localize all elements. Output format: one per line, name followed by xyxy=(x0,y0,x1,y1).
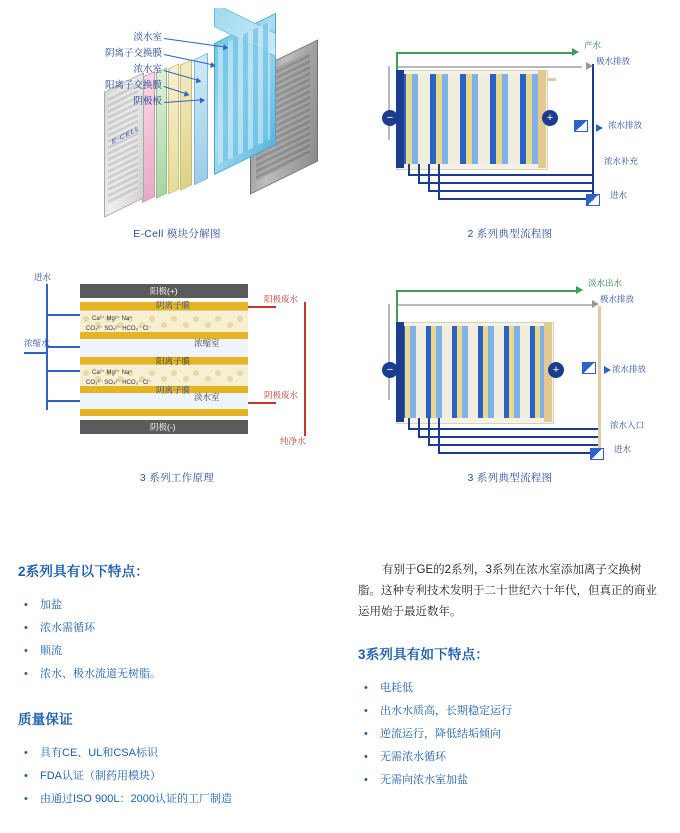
valve-feed-2 xyxy=(590,448,604,460)
terminal-negative-2: − xyxy=(382,362,398,378)
label-cathode-waste: 阴极废水 xyxy=(264,390,299,400)
list-item: • 具有CE、UL和CSA标识 xyxy=(18,742,318,765)
pipe-feed2-bottom-1 xyxy=(408,428,598,430)
pipe-riser-grey xyxy=(388,66,390,140)
valve-concentrate-2 xyxy=(582,362,596,374)
list-item: • 加盐 xyxy=(18,594,318,617)
label-anion-membrane: 阴离子交换膜 xyxy=(104,48,162,59)
figure-series3-principle xyxy=(18,262,336,502)
list-series3-features xyxy=(358,677,658,792)
pipe-feed-bottom-4 xyxy=(438,198,594,200)
pipe-electrode-out-top xyxy=(396,304,592,306)
membrane-anion xyxy=(194,53,208,186)
figure-series3-flow-caption: 3 系列典型流程图 xyxy=(467,472,553,484)
pipe-dilute-out-top xyxy=(396,290,576,292)
figure-series3-flow xyxy=(360,262,660,502)
membrane-strip-5 xyxy=(80,409,248,416)
pipe-feed-bottom-3 xyxy=(428,190,594,192)
figure-series2-flow xyxy=(360,8,660,248)
label-anion-membrane-inner-2: 阴离子膜 xyxy=(156,385,191,395)
figure-series2-canvas xyxy=(360,8,660,226)
ion-row-4: CO₃²⁻ SO₄²⁻ HCO₃⁻ Cl⁻ xyxy=(86,380,152,386)
pipe-concentrate-out-left xyxy=(24,352,48,354)
figure-series3-flow-canvas xyxy=(360,262,660,470)
label-dilute-chamber: 淡水室 xyxy=(133,32,162,43)
ion-row-2: CO₃²⁻ SO₄²⁻ HCO₃⁻ Cl⁻ xyxy=(86,326,152,332)
label-feed-water: 进水 xyxy=(610,190,628,200)
label-dilute-out: 淡水出水 xyxy=(588,278,623,288)
terminal-negative: − xyxy=(382,110,398,126)
pipe-feed2-riser-d xyxy=(438,418,440,454)
pipe-feed-branch-3 xyxy=(46,370,80,372)
pipe-right-trunk xyxy=(592,64,594,200)
list-item: • 顺流 xyxy=(18,640,318,663)
label-feed-in: 进水 xyxy=(34,272,52,282)
label-product-water: 产水 xyxy=(584,40,602,50)
pipe-feed2-bottom-4 xyxy=(438,452,598,454)
list-item: • 出水水质高，长期稳定运行 xyxy=(358,700,658,723)
pipe-feed-branch-2 xyxy=(46,346,80,348)
pipe-feed-riser-b xyxy=(418,164,420,184)
chamber-dilute-1 xyxy=(80,339,248,357)
figure-ecell-canvas xyxy=(18,8,336,226)
pipe-electrode-top xyxy=(396,66,582,68)
arrow-electrode-waste xyxy=(586,62,593,70)
list-item: • 电耗低 xyxy=(358,677,658,700)
figure-ecell-exploded xyxy=(18,8,336,248)
label-concentrate-chamber: 浓水室 xyxy=(133,64,162,75)
list-item: • 无需向浓水室加盐 xyxy=(358,769,658,792)
valve-feed xyxy=(586,194,600,206)
label-cathode-plate: 阴极板 xyxy=(133,96,162,107)
arrow-product xyxy=(572,48,579,56)
stack-membranes-2 xyxy=(400,326,548,418)
arrow-dilute-out xyxy=(576,286,583,294)
pipe-feed-riser-a xyxy=(408,164,410,176)
right-column xyxy=(358,560,658,814)
heading-series2-features: 2系列具有以下特点： xyxy=(18,564,150,579)
pipe-right-trunk-2 xyxy=(598,306,601,454)
pipe-feed-branch-1 xyxy=(46,314,80,316)
label-dilute-chamber-inner: 淡水室 xyxy=(194,392,220,402)
pipe-cathode-waste xyxy=(248,402,276,404)
list-item: • 浓水需循环 xyxy=(18,617,318,640)
pipe-feed2-riser-a xyxy=(408,418,410,430)
figure-ecell-label-list xyxy=(62,30,162,110)
pipe-feed-bottom-2 xyxy=(418,182,594,184)
pipe-feed2-riser-b xyxy=(418,418,420,438)
list-item: • FDA认证（制药用模块） xyxy=(18,765,318,788)
list-item: • 浓水、极水流道无树脂。 xyxy=(18,663,318,686)
label-concentrate-inlet: 浓水入口 xyxy=(610,420,645,430)
figure-series3-principle-canvas xyxy=(18,262,336,470)
membrane-cation xyxy=(168,63,179,194)
ion-row-1: Ca²⁺ Mg²⁺ Na⁺ xyxy=(92,316,133,322)
pipe-feed2-bottom-3 xyxy=(428,444,598,446)
label-electrode-discharge-2: 极水排放 xyxy=(600,294,635,304)
label-concentrate-discharge: 浓水排放 xyxy=(608,120,643,130)
label-anode: 阳极(+) xyxy=(150,286,178,296)
pipe-feed2-riser-c xyxy=(428,418,430,446)
spacer-dilute xyxy=(180,59,192,191)
paragraph-series3-intro: 有别于GE的2系列，3系列在浓水室添加离子交换树脂。这种专利技术发明于二十世纪六十年代，但真正的商业运用始于最近数年。 xyxy=(358,564,657,618)
pipe-riser-grey-2 xyxy=(388,304,390,400)
list-item: • 无需浓水循环 xyxy=(358,746,658,769)
pipe-feed-branch-4 xyxy=(46,400,80,402)
label-anion-membrane-inner: 阴离子膜 xyxy=(156,300,191,310)
label-concentrate-discharge-2: 浓水排放 xyxy=(612,364,647,374)
plate-brand-text: E-CELL xyxy=(111,124,140,147)
label-concentrated-water: 浓缩水 xyxy=(24,338,50,348)
terminal-positive: + xyxy=(542,110,558,126)
figure-series3-principle-caption: 3 系列工作原理 xyxy=(139,472,215,484)
pipe-pure-water-right xyxy=(304,302,306,436)
valve-concentrate xyxy=(574,120,588,132)
figure-ecell-caption: E-Cell 模块分解图 xyxy=(133,228,221,240)
pipe-feed-riser-c xyxy=(428,164,430,192)
pipe-product-top xyxy=(396,52,572,54)
label-electrode-discharge: 极水排放 xyxy=(596,56,631,66)
pipe-feed-riser-d xyxy=(438,164,440,200)
arrow-concentrate-out-2 xyxy=(604,366,611,374)
list-item: • 逆流运行，降低结垢倾向 xyxy=(358,723,658,746)
figure-series2-caption: 2 系列典型流程图 xyxy=(467,228,553,240)
left-column xyxy=(18,560,318,833)
pipe-feed-bottom-1 xyxy=(408,174,594,176)
heading-series3-features: 3系列具有如下特点： xyxy=(358,647,490,662)
list-series2-features xyxy=(18,594,318,686)
arrow-electrode-out xyxy=(592,300,599,308)
label-cation-membrane-inner: 阳离子膜 xyxy=(156,356,191,366)
pipe-anode-waste xyxy=(248,306,276,308)
arrow-concentrate-waste xyxy=(596,124,603,132)
stack-membranes xyxy=(400,74,542,164)
label-pure-water: 纯净水 xyxy=(280,436,306,446)
heading-quality-assurance: 质量保证 xyxy=(18,712,73,727)
ion-row-3: Ca²⁺ Mg²⁺ Na⁺ xyxy=(92,370,133,376)
label-concentrate-chamber-inner: 浓缩室 xyxy=(194,338,220,348)
label-cation-membrane: 阳离子交换膜 xyxy=(104,80,162,91)
label-anode-waste: 阳极废水 xyxy=(264,294,299,304)
label-feed-water-2: 进水 xyxy=(614,444,632,454)
list-quality-assurance xyxy=(18,742,318,811)
list-item: • 由通过ISO 900L：2000认证的工厂制造 xyxy=(18,788,318,811)
pipe-feed2-bottom-2 xyxy=(418,436,598,438)
terminal-positive-2: + xyxy=(548,362,564,378)
label-concentrate-makeup: 浓水补充 xyxy=(604,156,639,166)
label-cathode: 阴极(-) xyxy=(150,422,176,432)
